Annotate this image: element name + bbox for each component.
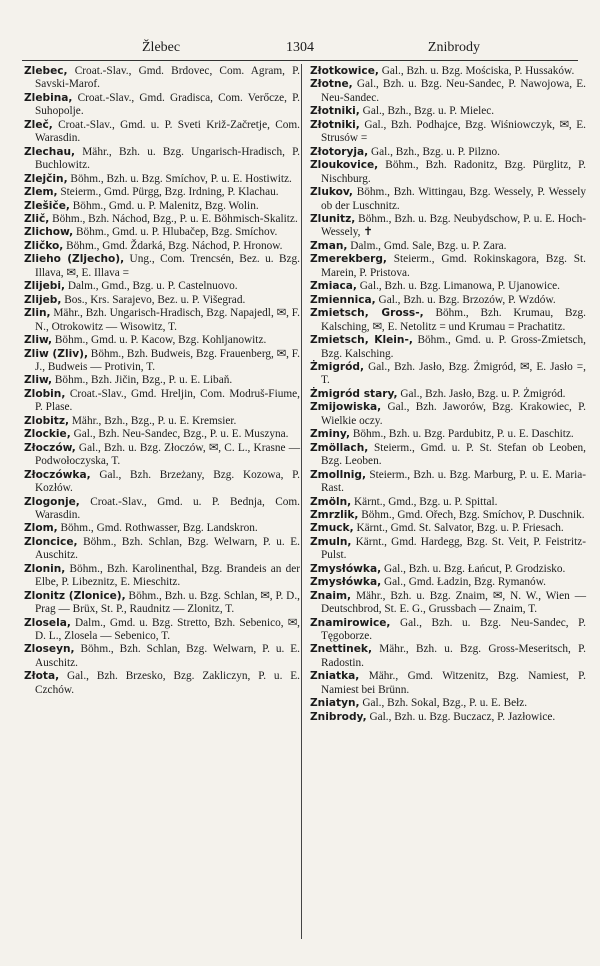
entry-keyword: Zlockie,	[24, 428, 71, 441]
entry-keyword: Zminy,	[310, 428, 351, 441]
entry-keyword: Złoczówka,	[24, 468, 91, 481]
entry-text: Böhm., Gmd. u. P. Malenitz, Bzg. Wolin.	[69, 199, 259, 212]
entry-keyword: Zlobitz,	[24, 414, 70, 427]
directory-entry	[24, 670, 300, 697]
directory-entry	[310, 186, 586, 213]
header-page-number: 1304	[286, 40, 314, 55]
directory-entry	[24, 253, 300, 280]
entry-keyword: Zlom,	[24, 522, 58, 535]
entry-keyword: Zmuck,	[310, 522, 354, 535]
entry-text: Croat.-Slav., Gmd. Gradisca, Com. Verőcze, P. Suhopolje.	[35, 91, 300, 118]
entry-text: Bos., Krs. Sarajevo, Bez. u. P. Višegrad.	[61, 293, 246, 306]
directory-entry	[24, 65, 300, 92]
entry-text: Böhm., Bzh. Karolinenthal, Bzg. Brandeis an der Elbe, P. Libeznitz, E. Mieschitz.	[35, 562, 300, 589]
entry-text: Gal., Gmd. Ładzin, Bzg. Rymanów.	[381, 576, 546, 589]
entry-text: Gal., Bzh. u. Bzg. Buczacz, P. Jazłowice.	[366, 710, 556, 723]
entry-keyword: Zličko,	[24, 239, 64, 252]
entry-text: Kärnt., Gmd. St. Salvator, Bzg. u. P. Friesach.	[353, 522, 564, 535]
directory-entry	[24, 643, 300, 670]
directory-entry	[310, 563, 586, 576]
entry-text: Böhm., Bzh. u. Bzg. Smíchov, P. u. E. Hostiwitz.	[67, 172, 292, 185]
entry-text: Böhm., Bzh. Budweis, Bzg. Frauenberg, ✉, F. J., Budweis — Protivin, T.	[35, 347, 300, 373]
entry-keyword: Zlechau,	[24, 145, 76, 158]
column-divider	[301, 64, 302, 939]
entry-keyword: Złotne,	[310, 78, 353, 91]
directory-entry	[24, 294, 300, 307]
directory-entry	[310, 442, 586, 469]
entry-keyword: Zloukovice,	[310, 159, 379, 172]
entry-keyword: Znettinek,	[310, 643, 372, 656]
entry-keyword: Zlem,	[24, 186, 58, 199]
entry-text: Croat.-Slav., Gmd. u. P. Sveti Križ-Začretje, Com. Warasdin.	[35, 118, 300, 145]
directory-entry	[24, 186, 300, 199]
entry-keyword: Zmiaca,	[310, 280, 357, 293]
entry-text: Böhm., Bzh. Krumau, Bzg. Kalsching, ✉, E. Netolitz = und Krumau = Prachatitz.	[321, 307, 587, 333]
entry-keyword: Zmietsch, Klein-,	[310, 334, 413, 347]
header-left-word: Žlebec	[142, 40, 181, 55]
entry-text: Gal., Bzh. Jaworów, Bzg. Krakowiec, P. Wielkie oczy.	[321, 401, 586, 427]
directory-entry	[24, 334, 300, 347]
directory-entry	[310, 146, 586, 159]
directory-entry	[310, 697, 586, 710]
entry-text: Mähr., Bzh. u. Bzg. Znaim, ✉, N. W., Wien — Deutschbrod, St. E. G., Grussbach — Znaim, T.	[321, 589, 586, 616]
entry-keyword: Zlič,	[24, 212, 50, 225]
entry-keyword: Zloseyn,	[24, 643, 75, 656]
directory-entry	[24, 119, 300, 146]
entry-text: Gal., Bzh. u. Bzg. Neu-Sandec, P. Nawojowa, E. Neu-Sandec.	[321, 78, 586, 104]
entry-text: Croat.-Slav., Gmd. Hreljin, Com. Modruš-Fiume, P. Plase.	[35, 387, 300, 414]
entry-text: Gal., Bzh. Neu-Sandec, Bzg., P. u. E. Muszyna.	[70, 428, 289, 441]
entry-keyword: Zlonitz (Zlonice),	[24, 589, 126, 602]
entry-text: Mähr., Bzh. Ungarisch-Hradisch, Bzg. Napajedl, ✉, F. N., Otrokowitz — Wisowitz, T.	[35, 307, 300, 333]
entry-keyword: Zmysłówka,	[310, 562, 382, 575]
entry-keyword: Zmiennica,	[310, 293, 376, 306]
entry-text: Gal., Bzh. Jasło, Bzg. Żmigród, ✉, E. Jasło =, T.	[321, 360, 586, 387]
entry-text: Steierm., Bzh. u. Bzg. Marburg, P. u. E. Maria-Rast.	[321, 468, 586, 495]
directory-entry	[24, 226, 300, 239]
entry-keyword: Zlonin,	[24, 562, 66, 575]
entry-text: Böhm., Gmd. u. P. Hlubačep, Bzg. Smíchov.	[73, 226, 278, 239]
directory-entry	[310, 78, 586, 105]
entry-keyword: Zmöllach,	[310, 441, 369, 454]
entry-text: Gal., Bzh. u. Bzg. Neu-Sandec, P. Tęgoborze.	[321, 616, 586, 643]
entry-text: Mähr., Bzh. u. Bzg. Ungarisch-Hradisch, P. Buchlowitz.	[35, 145, 300, 172]
entry-text: Böhm., Bzh. Schlan, Bzg. Welwarn, P. u. E. Auschitz.	[35, 535, 300, 562]
entry-text: Dalm., Gmd. Sale, Bzg. u. P. Zara.	[347, 239, 507, 252]
entry-keyword: Zmietsch, Gross-,	[310, 307, 424, 320]
entry-keyword: Żmigród stary,	[310, 387, 398, 400]
entry-keyword: Zloncice,	[24, 535, 78, 548]
directory-entry	[310, 590, 586, 617]
entry-keyword: Złoczów,	[24, 441, 76, 454]
entry-text: Kärnt., Gmd. Hardegg, Bzg. St. Veit, P. Feistritz-Pulst.	[321, 535, 586, 562]
directory-entry	[24, 590, 300, 617]
entry-keyword: Zlebec,	[24, 65, 68, 77]
entry-keyword: Zmrzlik,	[310, 508, 359, 521]
entry-text: Ung., Com. Trencsén, Bez. u. Bzg. Illava, ✉, E. Illava =	[35, 253, 300, 279]
entry-text: Gal., Bzh. Brzeżany, Bzg. Kozowa, P. Kozłów.	[35, 468, 300, 495]
entry-text: Dalm., Gmd., Bzg. u. P. Castelnuovo.	[65, 280, 238, 293]
directory-entry	[310, 240, 586, 253]
entry-text: Croat.-Slav., Gmd. u. P. Bednja, Com. Warasdin.	[35, 495, 300, 521]
directory-entry	[310, 522, 586, 535]
entry-text: Gal., Bzh. Podhajce, Bzg. Wiśniowczyk, ✉, E. Strusów =	[321, 118, 586, 145]
entry-keyword: Znaim,	[310, 589, 352, 602]
entry-keyword: Zliw,	[24, 374, 53, 387]
entry-text: Gal., Bzh. u. Bzg. Mościska, P. Hussaków.	[378, 65, 575, 77]
directory-entry	[24, 200, 300, 213]
directory-entry	[310, 401, 586, 428]
entry-keyword: Zmöln,	[310, 495, 352, 508]
entry-text: Böhm., Bzh. u. Bzg. Pardubitz, P. u. E. Daschitz.	[350, 428, 574, 441]
entry-text: Böhm., Bzh. u. Bzg. Schlan, ✉, P. D., Prag — Brüx, St. P., Raudnitz — Zlonitz, T.	[35, 589, 300, 616]
directory-entry	[310, 643, 586, 670]
entry-text: Böhm., Gmd. Ořech, Bzg. Smíchov, P. Duschnik.	[358, 508, 585, 521]
directory-entry	[310, 280, 586, 293]
directory-entry	[310, 159, 586, 186]
entry-keyword: Zliw (Zliv),	[24, 347, 88, 360]
directory-entry	[24, 428, 300, 441]
entry-keyword: Złotniki,	[310, 118, 360, 131]
directory-entry	[310, 617, 586, 644]
entry-keyword: Zlosela,	[24, 616, 71, 629]
directory-entry	[24, 469, 300, 496]
entry-text: Gal., Bzh., Bzg. u. P. Pilzno.	[368, 145, 500, 158]
entry-keyword: Złotkowice,	[310, 65, 379, 77]
directory-entry	[24, 348, 300, 375]
entry-keyword: Zlunitz,	[310, 212, 356, 225]
entry-keyword: Zlejčin,	[24, 172, 68, 185]
directory-entry	[24, 563, 300, 590]
directory-entry	[24, 213, 300, 226]
entry-keyword: Zleč,	[24, 118, 53, 131]
entry-text: Böhm., Bzh. Schlan, Bzg. Welwarn, P. u. E. Auschitz.	[35, 643, 300, 669]
entry-keyword: Zniatyn,	[310, 697, 360, 710]
directory-entry	[24, 415, 300, 428]
entry-text: Böhm., Bzh. u. Bzg. Neubydschow, P. u. E. Hoch-Wessely, ✝	[321, 212, 586, 239]
entry-keyword: Złotniki,	[310, 105, 360, 118]
entry-keyword: Zlobin,	[24, 387, 66, 400]
entry-keyword: Znamirowice,	[310, 616, 391, 629]
directory-entry	[24, 388, 300, 415]
entry-text: Steierm., Gmd. u. P. St. Stefan ob Leoben, Bzg. Leoben.	[321, 441, 586, 468]
entry-keyword: Zmysłówka,	[310, 576, 382, 589]
directory-entry	[310, 361, 586, 388]
directory-entry	[310, 469, 586, 496]
entry-text: Gal., Bzh. Sokal, Bzg., P. u. E. Bełz.	[359, 697, 528, 710]
entry-text: Mähr., Gmd. Witzenitz, Bzg. Namiest, P. Namiest bei Brünn.	[321, 670, 586, 696]
entry-text: Böhm., Gmd. u. P. Kacow, Bzg. Kohljanowitz.	[52, 334, 267, 347]
directory-entry	[24, 522, 300, 535]
entry-keyword: Zmijowiska,	[310, 401, 382, 414]
directory-entry	[24, 536, 300, 563]
directory-entry	[310, 576, 586, 589]
directory-entry	[310, 65, 586, 78]
directory-entry	[310, 119, 586, 146]
entry-text: Gal., Bzh. u. Bzg. Łańcut, P. Grodzisko.	[381, 562, 566, 575]
entry-text: Croat.-Slav., Gmd. Brdovec, Com. Agram, P. Savski-Marof.	[35, 65, 300, 91]
page-header	[22, 38, 578, 60]
directory-entry	[310, 294, 586, 307]
entry-text: Mähr., Bzh. u. Bzg. Gross-Meseritsch, P. Radostin.	[321, 643, 586, 669]
entry-text: Gal., Bzh. u. Bzg. Limanowa, P. Ujanowice.	[356, 280, 560, 293]
entry-keyword: Zlukov,	[310, 186, 353, 199]
entry-text: Böhm., Gmd. Ždarká, Bzg. Náchod, P. Hronow.	[63, 239, 283, 252]
entry-keyword: Zmuln,	[310, 535, 352, 548]
entry-text: Steierm., Gmd. Pürgg, Bzg. Irdning, P. Klachau.	[57, 186, 279, 199]
entry-text: Gal., Bzh. u. Bzg. Złoczów, ✉, C. L., Krasne — Podwołoczyska, T.	[35, 441, 300, 468]
entry-keyword: Zlichow,	[24, 226, 74, 239]
directory-entry	[24, 173, 300, 186]
entry-keyword: Złotoryja,	[310, 145, 369, 158]
entry-text: Steierm., Gmd. Rokinskagora, Bzg. St. Marein, P. Pristova.	[321, 253, 586, 279]
directory-entry	[310, 334, 586, 361]
entry-text: Böhm., Gmd. u. P. Gross-Zmietsch, Bzg. Kalsching.	[321, 334, 587, 360]
entry-keyword: Zlogonje,	[24, 495, 80, 508]
entry-keyword: Zlešiče,	[24, 199, 70, 212]
directory-entry	[310, 670, 586, 697]
entry-keyword: Zlieho (Zljecho),	[24, 253, 125, 266]
header-rule	[22, 60, 578, 61]
directory-entry	[24, 240, 300, 253]
entry-keyword: Zlebina,	[24, 91, 73, 104]
entry-keyword: Zlijeb,	[24, 293, 62, 306]
entry-keyword: Złota,	[24, 670, 60, 683]
entry-text: Böhm., Gmd. Rothwasser, Bzg. Landskron.	[57, 522, 258, 535]
entry-keyword: Zniatka,	[310, 670, 360, 683]
directory-entry	[24, 92, 300, 119]
entry-text: Böhm., Bzh. Jičin, Bzg., P. u. E. Libaň.	[52, 374, 233, 387]
directory-entry	[24, 496, 300, 523]
directory-entry	[24, 442, 300, 469]
entry-text: Gal., Bzh., Bzg. u. P. Mielec.	[359, 105, 495, 118]
entry-text: Mähr., Bzh., Bzg., P. u. E. Kremsier.	[69, 414, 237, 427]
entry-text: Böhm., Bzh. Radonitz, Bzg. Pürglitz, P. Nischburg.	[321, 159, 586, 185]
entry-text: Böhm., Bzh. Náchod, Bzg., P. u. E. Böhmisch-Skalitz.	[49, 212, 298, 225]
header-right-word: Znibrody	[427, 40, 480, 55]
entry-keyword: Zman,	[310, 239, 348, 252]
entry-keyword: Znibrody,	[310, 710, 367, 723]
directory-entry	[24, 617, 300, 644]
directory-entry	[24, 146, 300, 173]
directory-entry	[24, 280, 300, 293]
entry-text: Gal., Bzh. u. Bzg. Brzozów, P. Wzdów.	[375, 293, 556, 306]
entry-keyword: Zlijebi,	[24, 280, 65, 293]
directory-entry	[24, 307, 300, 334]
directory-entry	[310, 388, 586, 401]
entry-text: Gal., Bzh. Jasło, Bzg. u. P. Żmigród.	[397, 387, 566, 400]
directory-entry	[310, 213, 586, 240]
directory-entry	[310, 428, 586, 441]
directory-entry	[310, 711, 586, 724]
right-column	[310, 65, 586, 724]
entry-text: Böhm., Bzh. Wittingau, Bzg. Wessely, P. Wessely ob der Luschnitz.	[321, 186, 586, 212]
entry-keyword: Zlin,	[24, 307, 51, 320]
entry-text: Gal., Bzh. Brzesko, Bzg. Zakliczyn, P. u. E. Czchów.	[35, 670, 300, 696]
entry-keyword: Zmerekberg,	[310, 253, 387, 266]
entry-keyword: Zmollnig,	[310, 468, 367, 481]
directory-entry	[310, 105, 586, 118]
directory-entry	[310, 496, 586, 509]
entry-text: Kärnt., Gmd., Bzg. u. P. Spittal.	[351, 495, 498, 508]
entry-keyword: Żmigród,	[310, 360, 365, 373]
left-column	[24, 65, 300, 697]
entry-keyword: Zliw,	[24, 334, 53, 347]
directory-entry	[24, 374, 300, 387]
directory-entry	[310, 536, 586, 563]
directory-entry	[310, 509, 586, 522]
entry-text: Dalm., Gmd. u. Bzg. Stretto, Bzh. Sebenico, ✉, D. L., Zlosela — Sebenico, T.	[35, 616, 300, 643]
directory-entry	[310, 253, 586, 280]
directory-entry	[310, 307, 586, 334]
